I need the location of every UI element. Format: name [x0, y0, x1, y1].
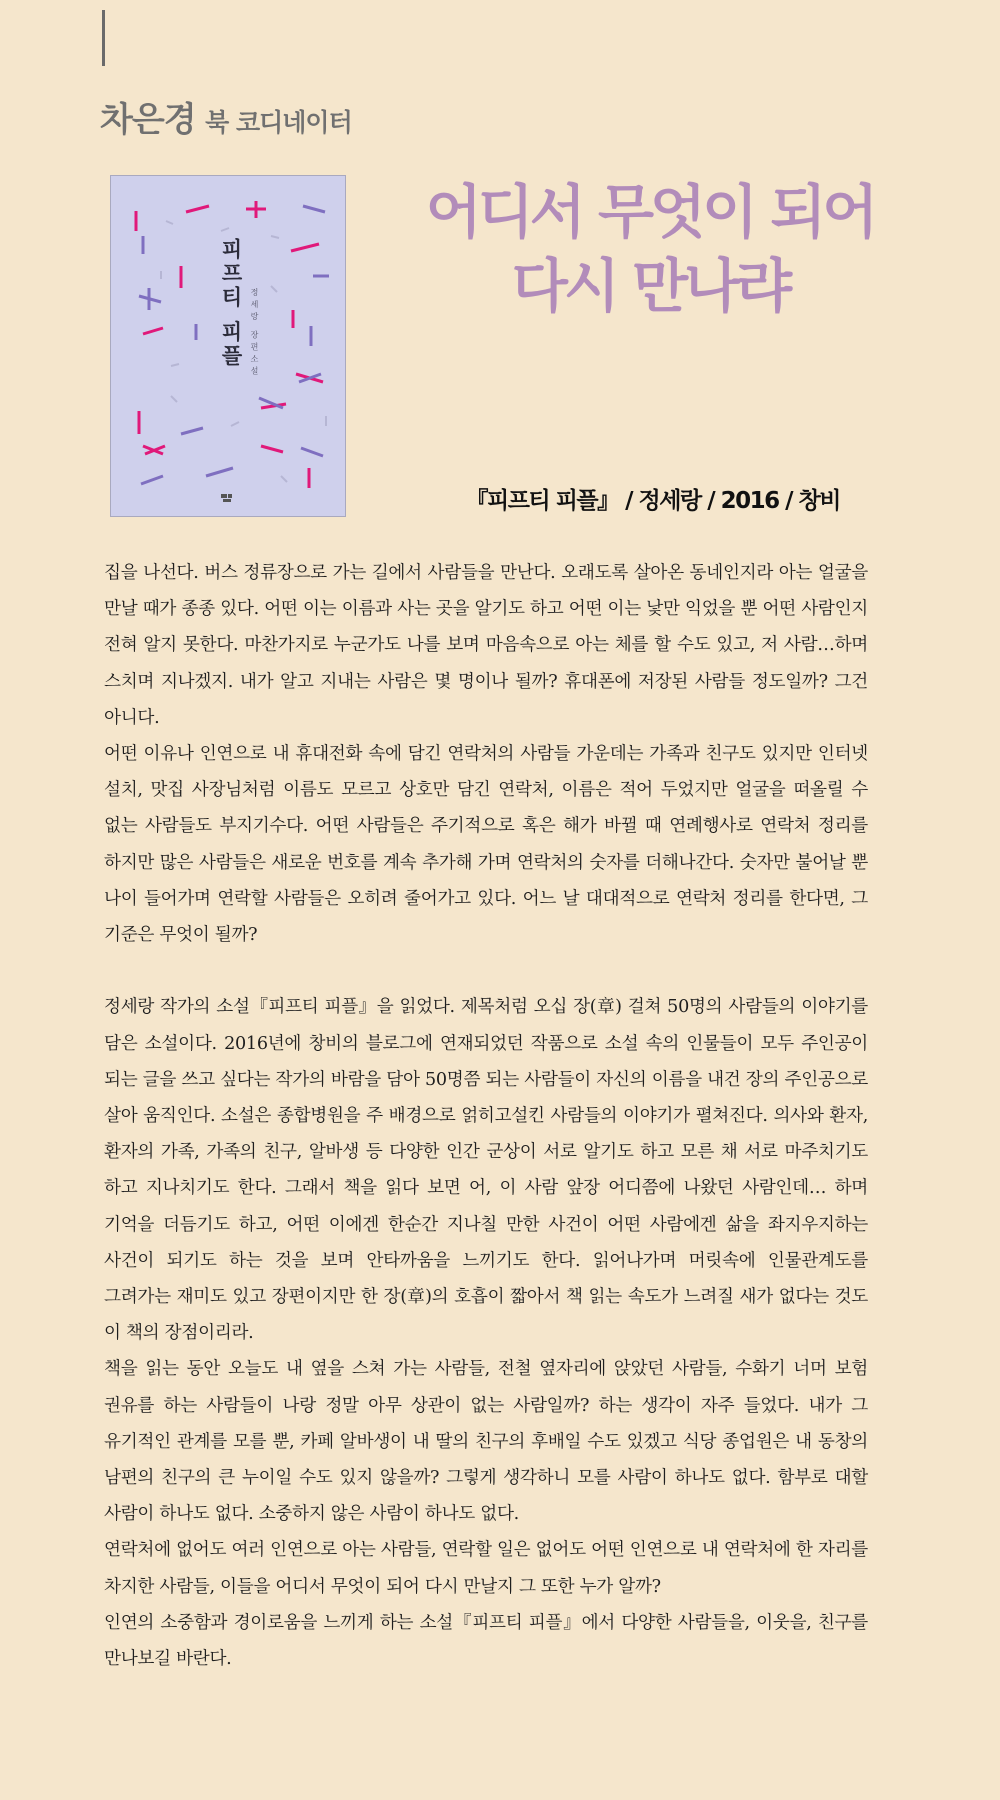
article-paragraph: 집을 나선다. 버스 정류장으로 가는 길에서 사람들을 만난다. 오래도록 살아온 동네인지라 아는 얼굴을 만날 때가 종종 있다. 어떤 이는 이름과 사는 곳을 알기도 하고 어떤 이는 낯만 익었을 뿐 어떤 사람인지 전혀 알지 못한다. 마찬가지로 누군가도 나를 보며 마음속으로 아는 체를 할 수도 있고, 저 사람…하며 스치며 지나겠지. 내가 알고 지내는 사람은 몇 명이나 될까? 휴대폰에 저장된 사람들 정도일까? 그건 아니다. — [104, 563, 868, 728]
article-headline — [390, 175, 910, 323]
article-paragraph: 인연의 소중함과 경이로움을 느끼게 하는 소설『피프티 피플』에서 다양한 사람들을, 이웃을, 친구를 만나보길 바란다. — [104, 1612, 868, 1670]
book-cover-image — [110, 175, 346, 517]
article-paragraph: 책을 읽는 동안 오늘도 내 옆을 스쳐 가는 사람들, 전철 옆자리에 앉았던 사람들, 수화기 너머 보험 권유를 하는 사람들이 나랑 정말 아무 상관이 없는 사람일까? 하는 생각이 자주 들었다. 내가 그 유기적인 관계를 모를 뿐, 카페 알바생이 내 딸의 친구의 후배일 수도 있겠고 식당 종업원은 내 동창의 남편의 친구의 큰 누이일 수도 있지 않을까? 그렇게 생각하니 모를 사람이 하나도 없다. 함부로 대할 사람이 하나도 없다. 소중하지 않은 사람이 하나도 없다. — [104, 1359, 868, 1525]
headline-line-1: 어디서 무엇이 되어 — [425, 178, 875, 246]
article-paragraph: 어떤 이유나 인연으로 내 휴대전화 속에 담긴 연락처의 사람들 가운데는 가족과 친구도 있지만 인터넷 설치, 맛집 사장님처럼 이름도 모르고 상호만 담긴 연락처, 이름은 적어 두었지만 얼굴을 떠올릴 수 없는 사람들도 부지기수다. 어떤 사람들은 주기적으로 혹은 해가 바뀔 때 연례행사로 연락처 정리를 하지만 많은 사람들은 새로운 번호를 계속 추가해 가며 연락처의 숫자를 더해나간다. 숫자만 불어날 뿐 나이 들어가며 연락할 사람들은 오히려 줄어가고 있다. 어느 날 대대적으로 연락처 정리를 한다면, 그 기준은 무엇이 될까? — [104, 744, 868, 946]
article-paragraph: 연락처에 없어도 여러 인연으로 아는 사람들, 연락할 일은 없어도 어떤 인연으로 내 연락처에 한 자리를 차지한 사람들, 이들을 어디서 무엇이 되어 다시 만날지 그 또한 누가 알까? — [104, 1540, 868, 1597]
top-accent-rule — [102, 10, 105, 66]
article-body — [104, 555, 868, 1677]
author-name: 차은경 — [100, 100, 196, 140]
cover-author: 정세랑 장편소설 — [250, 288, 259, 379]
author-role: 북 코디네이터 — [205, 108, 352, 137]
article-paragraph: 정세랑 작가의 소설『피프티 피플』을 읽었다. 제목처럼 오십 장(章) 걸쳐 50명의 사람들의 이야기를 담은 소설이다. 2016년에 창비의 블로그에 연재되었던 작품으로 소설 속의 인물들이 모두 주인공이 되는 글을 쓰고 싶다는 작가의 바람을 담아 50명쯤 되는 사람들이 자신의 이름을 내건 장의 주인공으로 살아 움직인다. 소설은 종합병원을 주 배경으로 얽히고설킨 사람들의 이야기가 펼쳐진다. 의사와 환자, 환자의 가족, 가족의 친구, 알바생 등 다양한 인간 군상이 서로 알기도 하고 모른 채 서로 마주치기도 하고 지나치기도 한다. 그래서 책을 읽다 보면 어, 이 사람 앞장 어디쯤에 나왔던 사람인데… 하며 기억을 더듬기도 하고, 어떤 이에겐 한순간 지나칠 만한 사건이 어떤 사람에겐 삶을 좌지우지하는 사건이 되기도 하는 것을 보며 안타까움을 느끼기도 한다. 읽어나가며 머릿속에 인물관계도를 그려가는 재미도 있고 장편이지만 한 장(章)의 호흡이 짧아서 책 읽는 속도가 느려질 새가 없다는 것도 이 책의 장점이리라. — [104, 997, 868, 1344]
author-byline — [100, 92, 352, 141]
book-info-caption: 『피프티 피플』 / 정세랑 / 2016 / 창비 — [465, 488, 840, 514]
cover-title: 피프티 피플 — [219, 238, 243, 369]
headline-line-2: 다시 만나랴 — [511, 252, 789, 320]
